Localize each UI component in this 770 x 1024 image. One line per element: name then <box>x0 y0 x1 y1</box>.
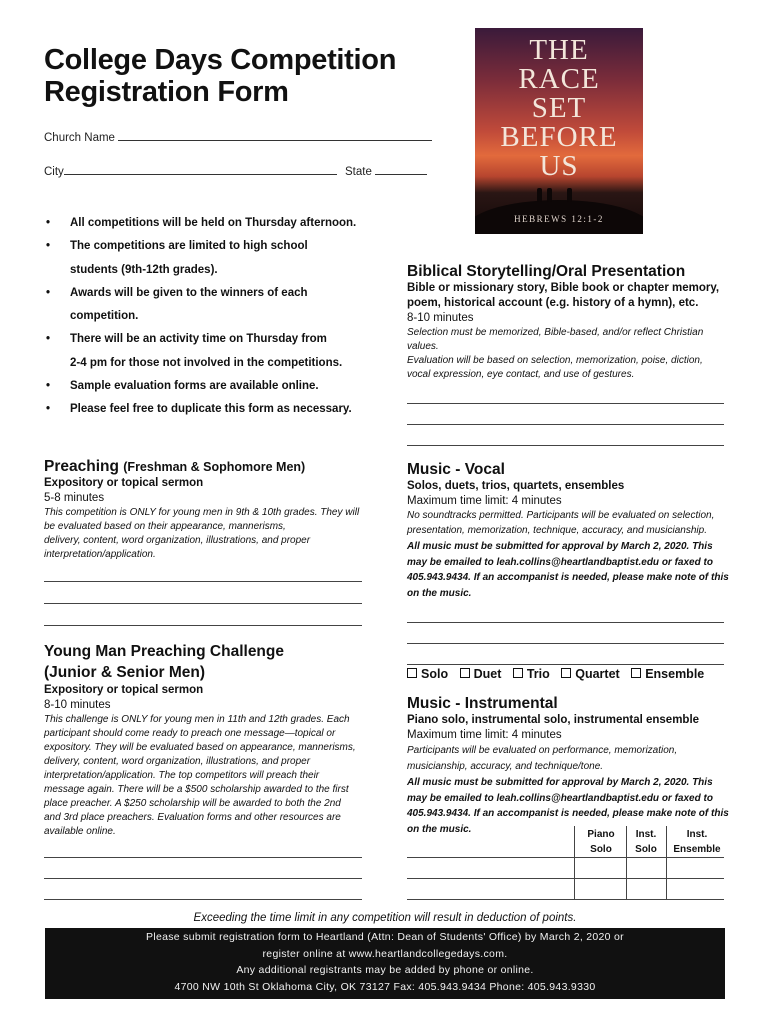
note-item: • Sample evaluation forms are available online. <box>46 380 319 393</box>
description-line: Participants will be evaluated on performance, memorization, <box>407 745 678 756</box>
footer-line: Please submit registration form to Heartland (Attn: Dean of Students' Office) by March 2, 2020 or <box>146 931 624 943</box>
sermon-type: Expository or topical sermon <box>44 684 204 696</box>
time-limit: 8-10 minutes <box>44 699 111 711</box>
ensemble-checkbox[interactable]: Ensemble <box>631 667 704 681</box>
submission-footer <box>45 928 725 999</box>
submission-note: may be emailed to leah.collins@heartlandbaptist.edu or faxed to <box>407 556 713 568</box>
description-line: values. <box>407 341 439 352</box>
table-row-line[interactable] <box>407 899 724 900</box>
name-entry-line[interactable] <box>407 622 724 623</box>
name-entry-line[interactable] <box>44 878 362 879</box>
name-entry-line[interactable] <box>44 857 362 858</box>
page-title <box>44 44 444 108</box>
ensemble-types: Solos, duets, trios, quartets, ensembles <box>407 480 625 492</box>
cover-line-1: THE <box>529 34 589 66</box>
cover-line-5: US <box>539 150 579 182</box>
footer-line: 4700 NW 10th St Oklahoma City, OK 73127 Fax: 405.943.9434 Phone: 405.943.9330 <box>174 980 596 993</box>
note-item: • Please feel free to duplicate this form as necessary. <box>46 403 352 416</box>
description-line: musicianship, accuracy, and technique/tone. <box>407 761 604 772</box>
description-line: This challenge is ONLY for young men in 11th and 12th grades. Each <box>44 714 350 725</box>
description-line: and 3rd place preachers. Evaluation forms and other resources are <box>44 812 341 823</box>
duet-checkbox[interactable]: Duet <box>460 667 502 681</box>
description-line: expository. They will be evaluated based on appearance, mannerisms, <box>44 742 356 753</box>
description-line: participant should come ready to preach one message—topical or <box>44 728 336 739</box>
cover-title <box>475 36 643 181</box>
time-limit: Maximum time limit: 4 minutes <box>407 729 562 741</box>
note-item: • All competitions will be held on Thursday afternoon. <box>46 217 357 229</box>
name-entry-line[interactable] <box>44 625 362 626</box>
description-line: Evaluation will be based on selection, memorization, poise, diction, <box>407 355 703 366</box>
note-item: • The competitions are limited to high school <box>46 240 308 253</box>
description-line: presentation, memorization, technique, accuracy, and musicianship. <box>407 525 707 536</box>
quartet-checkbox[interactable]: Quartet <box>561 667 619 681</box>
state-input[interactable] <box>375 163 427 175</box>
instrument-types: Piano solo, instrumental solo, instrumental ensemble <box>407 714 700 726</box>
name-entry-line[interactable] <box>407 424 724 425</box>
cover-line-3: SET <box>531 92 587 124</box>
section-heading: Biblical Storytelling/Oral Presentation <box>407 263 686 280</box>
submission-note: All music must be submitted for approval by March 2, 2020. This <box>407 777 713 788</box>
name-entry-line[interactable] <box>44 581 362 582</box>
notes-list <box>44 212 374 422</box>
note-item-continued: students (9th-12th grades). <box>70 263 218 276</box>
description-line: delivery, content, word organization, illustrations, and proper <box>44 535 311 546</box>
trio-checkbox[interactable]: Trio <box>513 667 550 681</box>
table-row-line[interactable] <box>407 878 724 879</box>
description-line: vocal expression, eye contact, and use of gestures. <box>407 369 635 380</box>
city-field[interactable] <box>44 163 337 178</box>
time-limit: 8-10 minutes <box>407 312 474 324</box>
city-label: City <box>44 166 64 178</box>
runner-figure <box>547 188 552 202</box>
cover-line-2: RACE <box>518 63 600 95</box>
table-divider <box>574 826 575 900</box>
submission-note: on the music. <box>407 823 472 835</box>
name-entry-line[interactable] <box>44 899 362 900</box>
description-line: delivery, content, word organization, illustrations, and proper <box>44 756 311 767</box>
column-header-inst-ensemble: Inst. Ensemble <box>673 829 721 855</box>
table-divider <box>626 826 627 900</box>
church-name-input[interactable] <box>118 129 432 141</box>
description-line: interpretation/application. <box>44 549 156 560</box>
challenge-section <box>44 641 374 839</box>
table-divider <box>666 826 667 900</box>
state-label: State <box>345 166 372 178</box>
book-cover-image <box>475 28 643 234</box>
note-item-continued: 2-4 pm for those not involved in the competitions. <box>70 356 343 369</box>
description-line: No soundtracks permitted. Participants will be evaluated on selection, <box>407 510 715 521</box>
name-entry-line[interactable] <box>407 643 724 644</box>
preaching-section <box>44 458 374 562</box>
time-limit: Maximum time limit: 4 minutes <box>407 495 562 507</box>
description-line: interpretation/application. The top competitors will preach their <box>44 770 320 781</box>
presentation-type: poem, historical account (e.g. history of a hymn), etc. <box>407 297 699 309</box>
description-line: Selection must be memorized, Bible-based, and/or reflect Christian <box>407 327 704 338</box>
note-item-continued: competition. <box>70 310 139 323</box>
solo-checkbox[interactable]: Solo <box>407 667 448 681</box>
submission-note: All music must be submitted for approval by March 2, 2020. This <box>407 541 713 552</box>
storytelling-section <box>407 263 737 382</box>
footer-line: register online at www.heartlandcollegedays.com. <box>262 947 508 960</box>
submission-note: 405.943.9434. If an accompanist is needed, please make note of this <box>407 572 729 583</box>
note-item: • Awards will be given to the winners of each <box>46 286 308 299</box>
column-header-piano-solo: Piano Solo <box>587 829 615 855</box>
column-header-inst-solo: Inst. Solo <box>635 829 657 855</box>
city-input[interactable] <box>64 163 337 175</box>
section-heading: Music - Instrumental <box>407 695 558 712</box>
runner-figure <box>537 188 542 202</box>
sermon-type: Expository or topical sermon <box>44 477 204 489</box>
runner-figure <box>567 188 572 202</box>
cover-verse: HEBREWS 12:1-2 <box>514 214 604 224</box>
description-line: This competition is ONLY for young men in 9th & 10th grades. They will <box>44 507 360 518</box>
footer-line: Any additional registrants may be added by phone or online. <box>236 964 534 976</box>
cover-line-4: BEFORE <box>500 121 618 153</box>
name-entry-line[interactable] <box>407 403 724 404</box>
section-heading: Young Man Preaching Challenge (Junior & Senior Men) <box>44 643 284 681</box>
note-item: • There will be an activity time on Thursday from <box>46 333 327 346</box>
submission-note: on the music. <box>407 587 472 599</box>
name-entry-line[interactable] <box>44 603 362 604</box>
instrumental-section <box>407 695 737 837</box>
vocal-section <box>407 461 737 601</box>
vocal-type-options <box>407 667 712 681</box>
section-heading: Preaching (Freshman & Sophomore Men) <box>44 458 306 475</box>
submission-note: 405.943.9434. If an accompanist is needed, please make note of this <box>407 808 729 819</box>
description-line: available online. <box>44 826 116 837</box>
time-limit: 5-8 minutes <box>44 492 105 504</box>
presentation-type: Bible or missionary story, Bible book or chapter memory, <box>407 282 720 294</box>
description-line: message again. There will be a $500 scholarship awarded to the first <box>44 784 349 795</box>
description-line: be evaluated based on their appearance, mannerisms, <box>44 521 286 532</box>
church-name-label: Church Name <box>44 132 115 144</box>
time-limit-warning: Exceeding the time limit in any competition will result in deduction of points. <box>193 912 577 924</box>
name-entry-line[interactable] <box>407 445 724 446</box>
church-name-field[interactable] <box>44 129 432 144</box>
submission-note: may be emailed to leah.collins@heartlandbaptist.edu or faxed to <box>407 792 713 804</box>
table-row-line[interactable] <box>407 857 724 858</box>
section-heading: Music - Vocal <box>407 461 505 478</box>
state-field[interactable] <box>345 163 427 178</box>
description-line: place preacher. A $250 scholarship will be awarded to both the 2nd <box>44 798 341 809</box>
name-entry-line[interactable] <box>407 664 724 665</box>
title-line-1: College Days Competition <box>44 44 397 76</box>
title-line-2: Registration Form <box>44 76 289 108</box>
